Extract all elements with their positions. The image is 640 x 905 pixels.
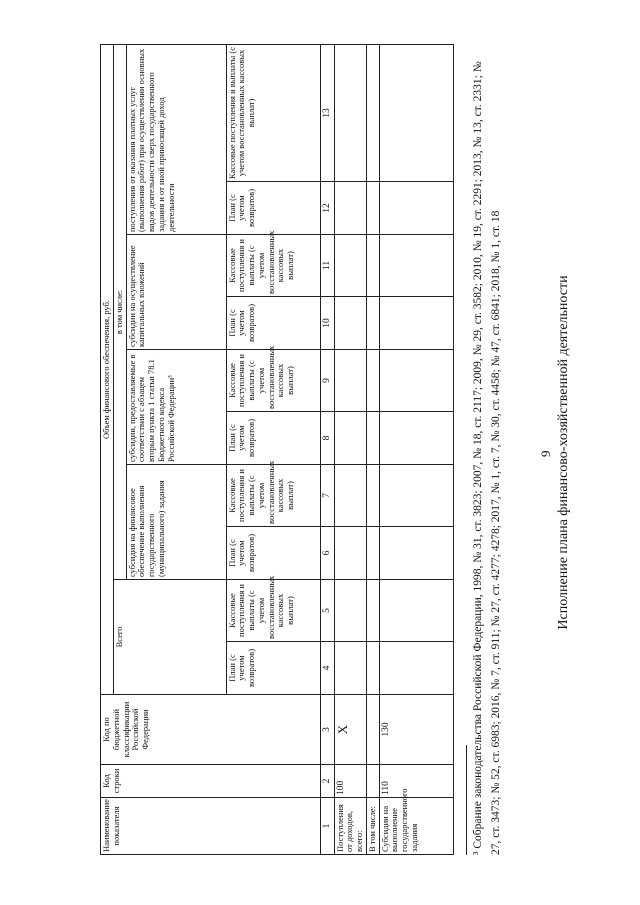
value-cell (366, 350, 379, 412)
column-number-row (320, 44, 334, 854)
row-bk-code: 130 (379, 695, 453, 765)
row-code (366, 765, 379, 798)
header-cash: Кассовые поступления и выплаты (с учетом восстановленных кассовых выплат) (226, 465, 320, 527)
column-number: 3 (320, 695, 334, 765)
value-cell (379, 350, 453, 412)
value-cell (379, 527, 453, 580)
row-name: В том числе: (366, 798, 379, 855)
value-cell (334, 182, 366, 235)
execution-table (100, 44, 454, 855)
table-row (334, 44, 366, 854)
column-number: 6 (320, 527, 334, 580)
header-plan: План (с учетом возвратов) (226, 412, 320, 465)
column-number: 9 (320, 350, 334, 412)
value-cell (379, 182, 453, 235)
value-cell (366, 44, 379, 181)
value-cell (334, 465, 366, 527)
column-number: 13 (320, 44, 334, 181)
value-cell (366, 182, 379, 235)
value-cell (366, 580, 379, 642)
column-number: 8 (320, 412, 334, 465)
table-row (379, 44, 453, 854)
header-total: Всего (113, 580, 226, 695)
footnote: ³ Собрание законодательства Российской Федерации, 1998, № 31, ст. 3823; 2007, № 18, ст. 2117; 2009, № 29, ст. 3582; 2010, № 19, ст. 2291; 2013, № 13, ст. 2331; № 27, ст. 3473; № 52, ст. 6983; 2016, № 7, ст. 911; № 27, ст. 4277; 4278; 2017, № 1, ст. 7, № 30, ст. 4458; № 47, ст. 6841; 2018, № 1, ст. 18 (472, 61, 502, 855)
header-group-subsidies-78: субсидии, предоставляемые в соответствии с абзацем вторым пункта 1 статьи 78.1 Бюджетного кодекса Российской Федерации³ (126, 350, 226, 465)
value-cell (334, 580, 366, 642)
row-code: 100 (334, 765, 366, 798)
row-name: Поступления от доходов, всего: (334, 798, 366, 855)
value-cell (334, 297, 366, 350)
header-including: в том числе: (113, 44, 126, 579)
value-cell (379, 642, 453, 695)
value-cell (366, 412, 379, 465)
value-cell (334, 235, 366, 297)
value-cell (379, 44, 453, 181)
column-number: 4 (320, 642, 334, 695)
header-volume: Объем финансового обеспечения, руб. (101, 44, 114, 694)
column-number: 10 (320, 297, 334, 350)
header-group-paid-services: поступления от оказания платных услуг (выполнения работ) при осуществлении основных видов деятельности сверх государственного задания и от иной приносящей доход деятельности (126, 44, 226, 234)
header-cash: Кассовые поступления и выплаты (с учетом восстановленных кассовых выплат) (226, 235, 320, 297)
header-plan: План (с учетом возвратов) (226, 182, 320, 235)
value-cell (334, 44, 366, 181)
value-cell (334, 350, 366, 412)
value-cell (334, 527, 366, 580)
column-number: 5 (320, 580, 334, 642)
value-cell (366, 235, 379, 297)
value-cell (379, 580, 453, 642)
column-number: 12 (320, 182, 334, 235)
header-cash: Кассовые поступления и выплаты (с учетом восстановленных кассовых выплат) (226, 580, 320, 642)
value-cell (366, 642, 379, 695)
page-number: 9 (538, 450, 553, 457)
page-title: Исполнение плана финансово-хозяйственной деятельности (556, 275, 571, 630)
header-cash: Кассовые поступления и выплаты (с учетом восстановленных кассовых выплат) (226, 44, 320, 181)
column-number: 7 (320, 465, 334, 527)
value-cell (334, 642, 366, 695)
column-number: 2 (320, 765, 334, 798)
header-bk-code: Код по бюджетной классификации Российской Федерации (101, 695, 321, 765)
value-cell (379, 235, 453, 297)
value-cell (366, 527, 379, 580)
column-number: 11 (320, 235, 334, 297)
header-group-state-task: субсидия на финансовое обеспечение выполнения государственного (муниципального) задания (126, 465, 226, 580)
row-bk-code: X (334, 695, 366, 765)
value-cell (334, 412, 366, 465)
value-cell (379, 465, 453, 527)
row-bk-code (366, 695, 379, 765)
header-group-capital: субсидии на осуществление капитальных вложений (126, 235, 226, 350)
table-row (366, 44, 379, 854)
header-code: Код строки (101, 765, 321, 798)
header-plan: План (с учетом возвратов) (226, 527, 320, 580)
row-code: 110 (379, 765, 453, 798)
value-cell (379, 297, 453, 350)
header-plan: План (с учетом возвратов) (226, 642, 320, 695)
header-name: Наименование показателя (101, 798, 321, 855)
value-cell (379, 412, 453, 465)
value-cell (366, 465, 379, 527)
row-name: Субсидии на выполнение государственного задания (379, 798, 453, 855)
header-cash: Кассовые поступления и выплаты (с учетом восстановленных кассовых выплат) (226, 350, 320, 412)
value-cell (366, 297, 379, 350)
header-plan: План (с учетом возвратов) (226, 297, 320, 350)
column-number: 1 (320, 798, 334, 855)
footnote-divider (466, 745, 467, 855)
